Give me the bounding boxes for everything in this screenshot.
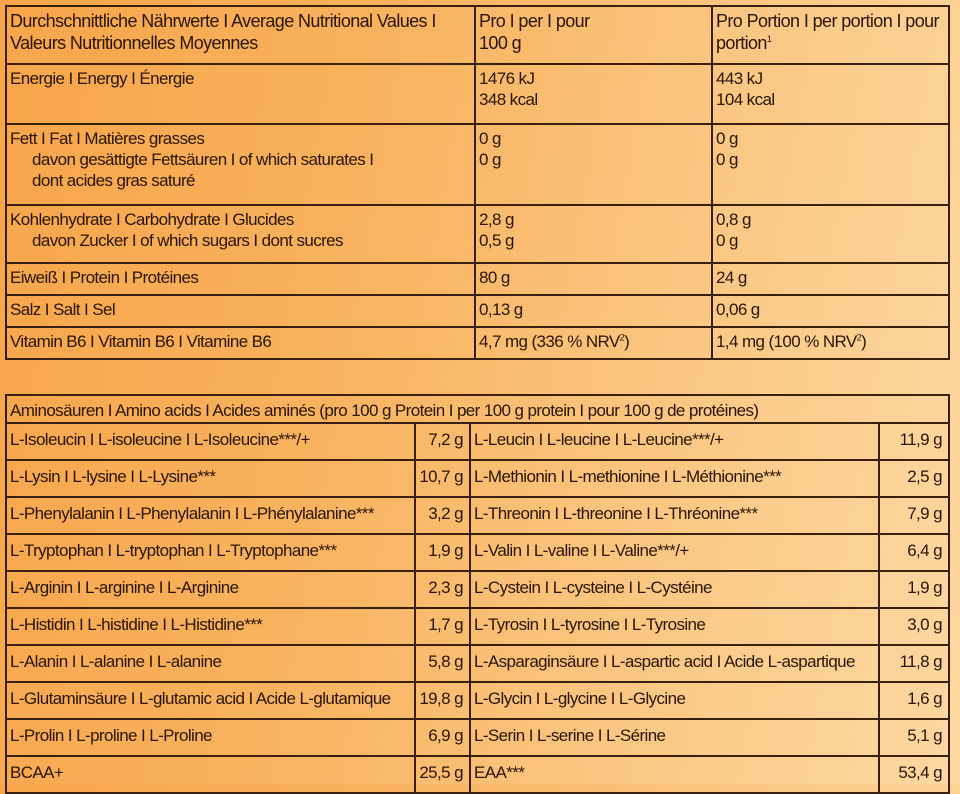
salt-label: Salz I Salt I Sel — [6, 295, 475, 327]
amino-value: 6,4 g — [879, 534, 949, 571]
amino-value: 2,5 g — [879, 460, 949, 497]
amino-value: 53,4 g — [879, 756, 949, 793]
amino-value: 1,7 g — [415, 608, 470, 645]
amino-row — [6, 423, 949, 460]
protein-row — [6, 263, 949, 295]
salt-portion: 0,06 g — [712, 295, 949, 327]
amino-row — [6, 645, 949, 682]
carbs-label-main: Kohlenhydrate I Carbohydrate I Glucides — [10, 210, 294, 229]
salt-per100: 0,13 g — [475, 295, 712, 327]
amino-name: L-Cystein I L-cysteine I L-Cystéine — [470, 571, 879, 608]
amino-value: 3,2 g — [415, 497, 470, 534]
amino-name: L-Leucin I L-leucine I L-Leucine***/+ — [470, 423, 879, 460]
vitamin-b6-per100 — [475, 327, 712, 359]
amino-name: L-Phenylalanin I L-Phenylalanin I L-Phénylalanine*** — [6, 497, 415, 534]
amino-value: 11,9 g — [879, 423, 949, 460]
carbs-portion-sub-value: 0 g — [716, 231, 738, 250]
amino-value: 1,9 g — [879, 571, 949, 608]
carbs-portion — [712, 205, 949, 263]
carbs-row — [6, 205, 949, 263]
amino-row — [6, 608, 949, 645]
energy-per100 — [475, 64, 712, 124]
protein-portion: 24 g — [712, 263, 949, 295]
amino-name: L-Isoleucin I L-isoleucine I L-Isoleucine***/+ — [6, 423, 415, 460]
fat-per100-value: 0 g — [479, 129, 501, 148]
amino-name: L-Tyrosin I L-tyrosine I L-Tyrosine — [470, 608, 879, 645]
energy-row — [6, 64, 949, 124]
header-label: Durchschnittliche Nährwerte I Average Nutritional Values I Valeurs Nutritionnelles Moyennes — [6, 6, 475, 64]
vitamin-b6-per100-close: ) — [624, 332, 630, 351]
amino-title-row — [6, 395, 949, 423]
salt-row — [6, 295, 949, 327]
amino-name: EAA*** — [470, 756, 879, 793]
amino-row — [6, 497, 949, 534]
fat-portion-sub-value: 0 g — [716, 150, 738, 169]
vitamin-b6-portion-footnote: 2 — [856, 332, 862, 343]
nutrition-table — [5, 5, 950, 360]
header-portion-line1: Pro Portion I per portion I pour — [716, 11, 939, 31]
energy-label: Energie I Energy I Énergie — [6, 64, 475, 124]
amino-name: L-Arginin I L-arginine I L-Arginine — [6, 571, 415, 608]
amino-name: L-Asparaginsäure I L-aspartic acid I Acide L-aspartique — [470, 645, 879, 682]
fat-portion-value: 0 g — [716, 129, 738, 148]
amino-value: 1,9 g — [415, 534, 470, 571]
amino-name: L-Tryptophan I L-tryptophan I L-Tryptophane*** — [6, 534, 415, 571]
amino-value: 3,0 g — [879, 608, 949, 645]
header-per100-line2: 100 g — [479, 33, 522, 53]
nutrition-header-row — [6, 6, 949, 64]
carbs-per100 — [475, 205, 712, 263]
fat-sub-label-2: dont acides gras saturé — [32, 171, 195, 190]
amino-name: L-Methionin I L-methionine I L-Méthionine*** — [470, 460, 879, 497]
vitamin-b6-label: Vitamin B6 I Vitamin B6 I Vitamine B6 — [6, 327, 475, 359]
amino-acids-table — [5, 394, 950, 794]
fat-label — [6, 124, 475, 205]
carbs-portion-value: 0,8 g — [716, 210, 751, 229]
amino-name: L-Alanin I L-alanine I L-alanine — [6, 645, 415, 682]
carbs-label — [6, 205, 475, 263]
amino-value: 7,9 g — [879, 497, 949, 534]
amino-name: L-Threonin I L-threonine I L-Thréonine*** — [470, 497, 879, 534]
header-portion-footnote: 1 — [766, 34, 772, 44]
energy-portion-kj: 443 kJ — [716, 69, 763, 88]
amino-value: 7,2 g — [415, 423, 470, 460]
fat-sub-label-1: davon gesättigte Fettsäuren I of which saturates I — [32, 150, 374, 169]
vitamin-b6-portion-close: ) — [861, 332, 867, 351]
amino-name: L-Prolin I L-proline I L-Proline — [6, 719, 415, 756]
amino-name: L-Glycin I L-glycine I L-Glycine — [470, 682, 879, 719]
amino-value: 19,8 g — [415, 682, 470, 719]
header-portion — [712, 6, 949, 64]
fat-portion — [712, 124, 949, 205]
amino-row — [6, 682, 949, 719]
header-portion-line2: portion — [716, 33, 767, 53]
vitamin-b6-per100-value: 4,7 mg (336 % NRV — [479, 332, 620, 351]
carbs-sub-label: davon Zucker I of which sugars I dont sucres — [32, 231, 343, 250]
header-per100 — [475, 6, 712, 64]
amino-name: L-Serin I L-serine I L-Sérine — [470, 719, 879, 756]
amino-name: L-Glutaminsäure I L-glutamic acid I Acide L-glutamique — [6, 682, 415, 719]
vitamin-b6-per100-footnote: 2 — [619, 332, 625, 343]
amino-name: L-Histidin I L-histidine I L-Histidine*** — [6, 608, 415, 645]
fat-label-main: Fett I Fat I Matières grasses — [10, 129, 205, 148]
amino-name: BCAA+ — [6, 756, 415, 793]
energy-per100-kcal: 348 kcal — [479, 90, 538, 109]
protein-label: Eiweiß I Protein I Protéines — [6, 263, 475, 295]
amino-title: Aminosäuren I Amino acids I Acides aminés (pro 100 g Protein I per 100 g protein I pour 100 g de protéines) — [6, 395, 949, 423]
energy-portion-kcal: 104 kcal — [716, 90, 775, 109]
amino-value: 6,9 g — [415, 719, 470, 756]
amino-value: 11,8 g — [879, 645, 949, 682]
carbs-per100-value: 2,8 g — [479, 210, 514, 229]
energy-portion — [712, 64, 949, 124]
fat-per100 — [475, 124, 712, 205]
amino-name: L-Lysin I L-lysine I L-Lysine*** — [6, 460, 415, 497]
amino-value: 5,8 g — [415, 645, 470, 682]
fat-per100-sub-value: 0 g — [479, 150, 501, 169]
amino-row — [6, 460, 949, 497]
header-per100-line1: Pro I per I pour — [479, 11, 590, 31]
amino-value: 5,1 g — [879, 719, 949, 756]
vitamin-b6-row — [6, 327, 949, 359]
energy-per100-kj: 1476 kJ — [479, 69, 535, 88]
amino-value: 1,6 g — [879, 682, 949, 719]
protein-per100: 80 g — [475, 263, 712, 295]
amino-row — [6, 756, 949, 793]
carbs-per100-sub-value: 0,5 g — [479, 231, 514, 250]
amino-row — [6, 571, 949, 608]
amino-value: 2,3 g — [415, 571, 470, 608]
amino-row — [6, 719, 949, 756]
amino-value: 25,5 g — [415, 756, 470, 793]
vitamin-b6-portion — [712, 327, 949, 359]
amino-value: 10,7 g — [415, 460, 470, 497]
fat-row — [6, 124, 949, 205]
amino-name: L-Valin I L-valine I L-Valine***/+ — [470, 534, 879, 571]
amino-row — [6, 534, 949, 571]
vitamin-b6-portion-value: 1,4 mg (100 % NRV — [716, 332, 857, 351]
